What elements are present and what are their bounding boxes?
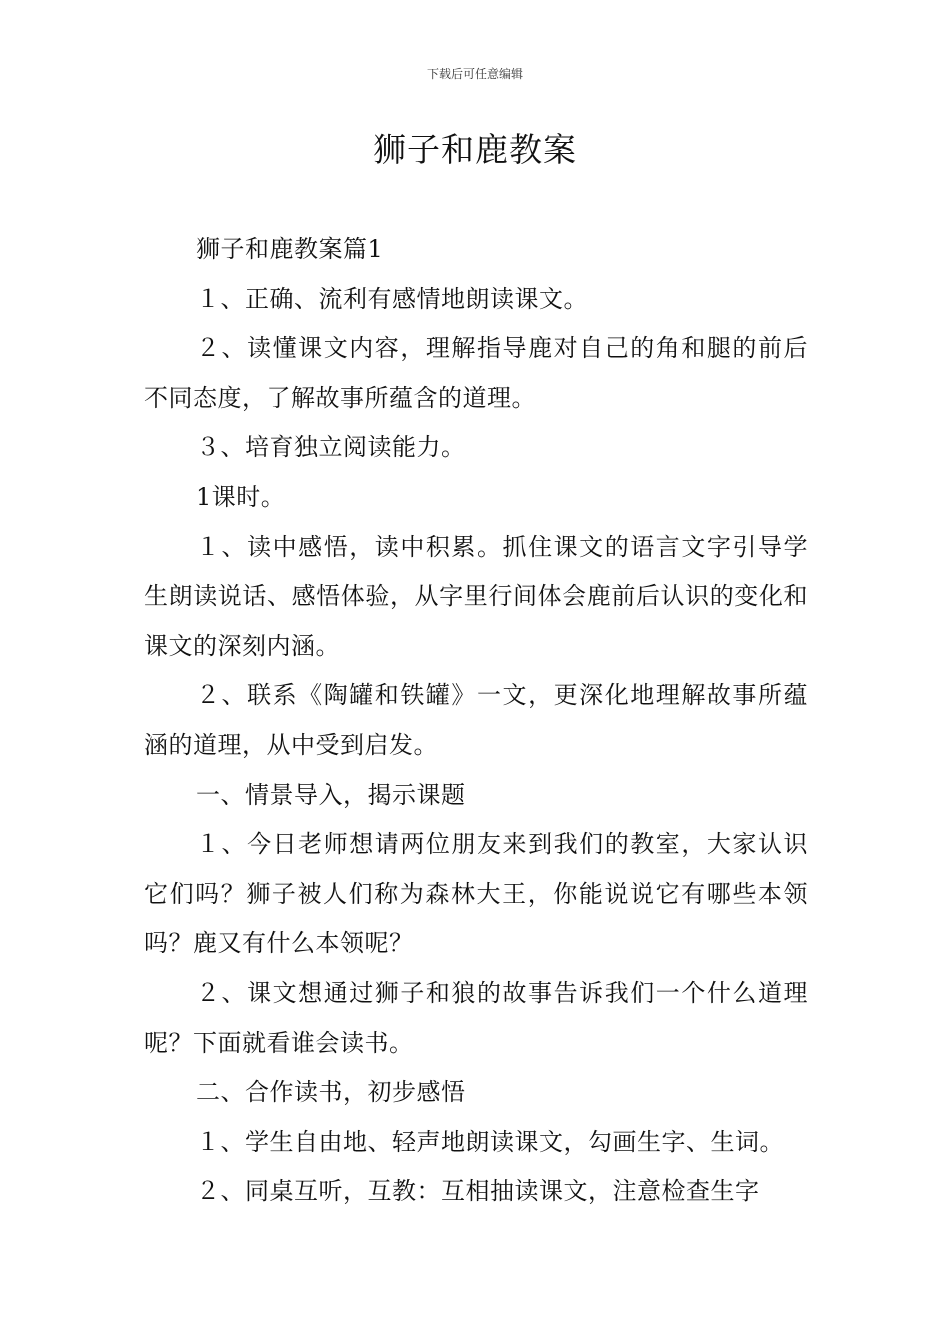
paragraph: １、今日老师想请两位朋友来到我们的教室，大家认识它们吗？狮子被人们称为森林大王，你能说说它有哪些本领吗？鹿又有什么本领呢？	[144, 830, 808, 958]
paragraph: ２、同桌互听，互教：互相抽读课文，注意检查生字	[196, 1177, 760, 1206]
section-heading: 一、情景导入，揭示课题	[196, 780, 466, 809]
paragraph: １、学生自由地、轻声地朗读课文，勾画生字、生词。	[196, 1127, 784, 1156]
paragraph: 1课时。	[196, 482, 286, 511]
header-note: 下载后可任意编辑	[426, 67, 523, 81]
paragraph: ３、培育独立阅读能力。	[196, 433, 466, 462]
paragraph: １、读中感悟，读中积累。抓住课文的语言文字引导学生朗读说话、感悟体验，从字里行间体会鹿前后认识的变化和课文的深刻内涵。	[144, 532, 808, 660]
paragraph: ２、联系《陶罐和铁罐》一文，更深化地理解故事所蕴涵的道理，从中受到启发。	[144, 681, 808, 759]
document-body	[144, 225, 808, 1217]
paragraph: ２、课文想通过狮子和狼的故事告诉我们一个什么道理呢？下面就看谁会读书。	[144, 978, 808, 1057]
section-heading: 狮子和鹿教案篇1	[196, 235, 384, 263]
section-heading: 二、合作读书，初步感悟	[196, 1078, 466, 1107]
document-title: 狮子和鹿教案	[373, 130, 577, 169]
paragraph: ２、读懂课文内容，理解指导鹿对自己的角和腿的前后不同态度，了解故事所蕴含的道理。	[144, 334, 808, 412]
paragraph: １、正确、流利有感情地朗读课文。	[196, 284, 588, 313]
